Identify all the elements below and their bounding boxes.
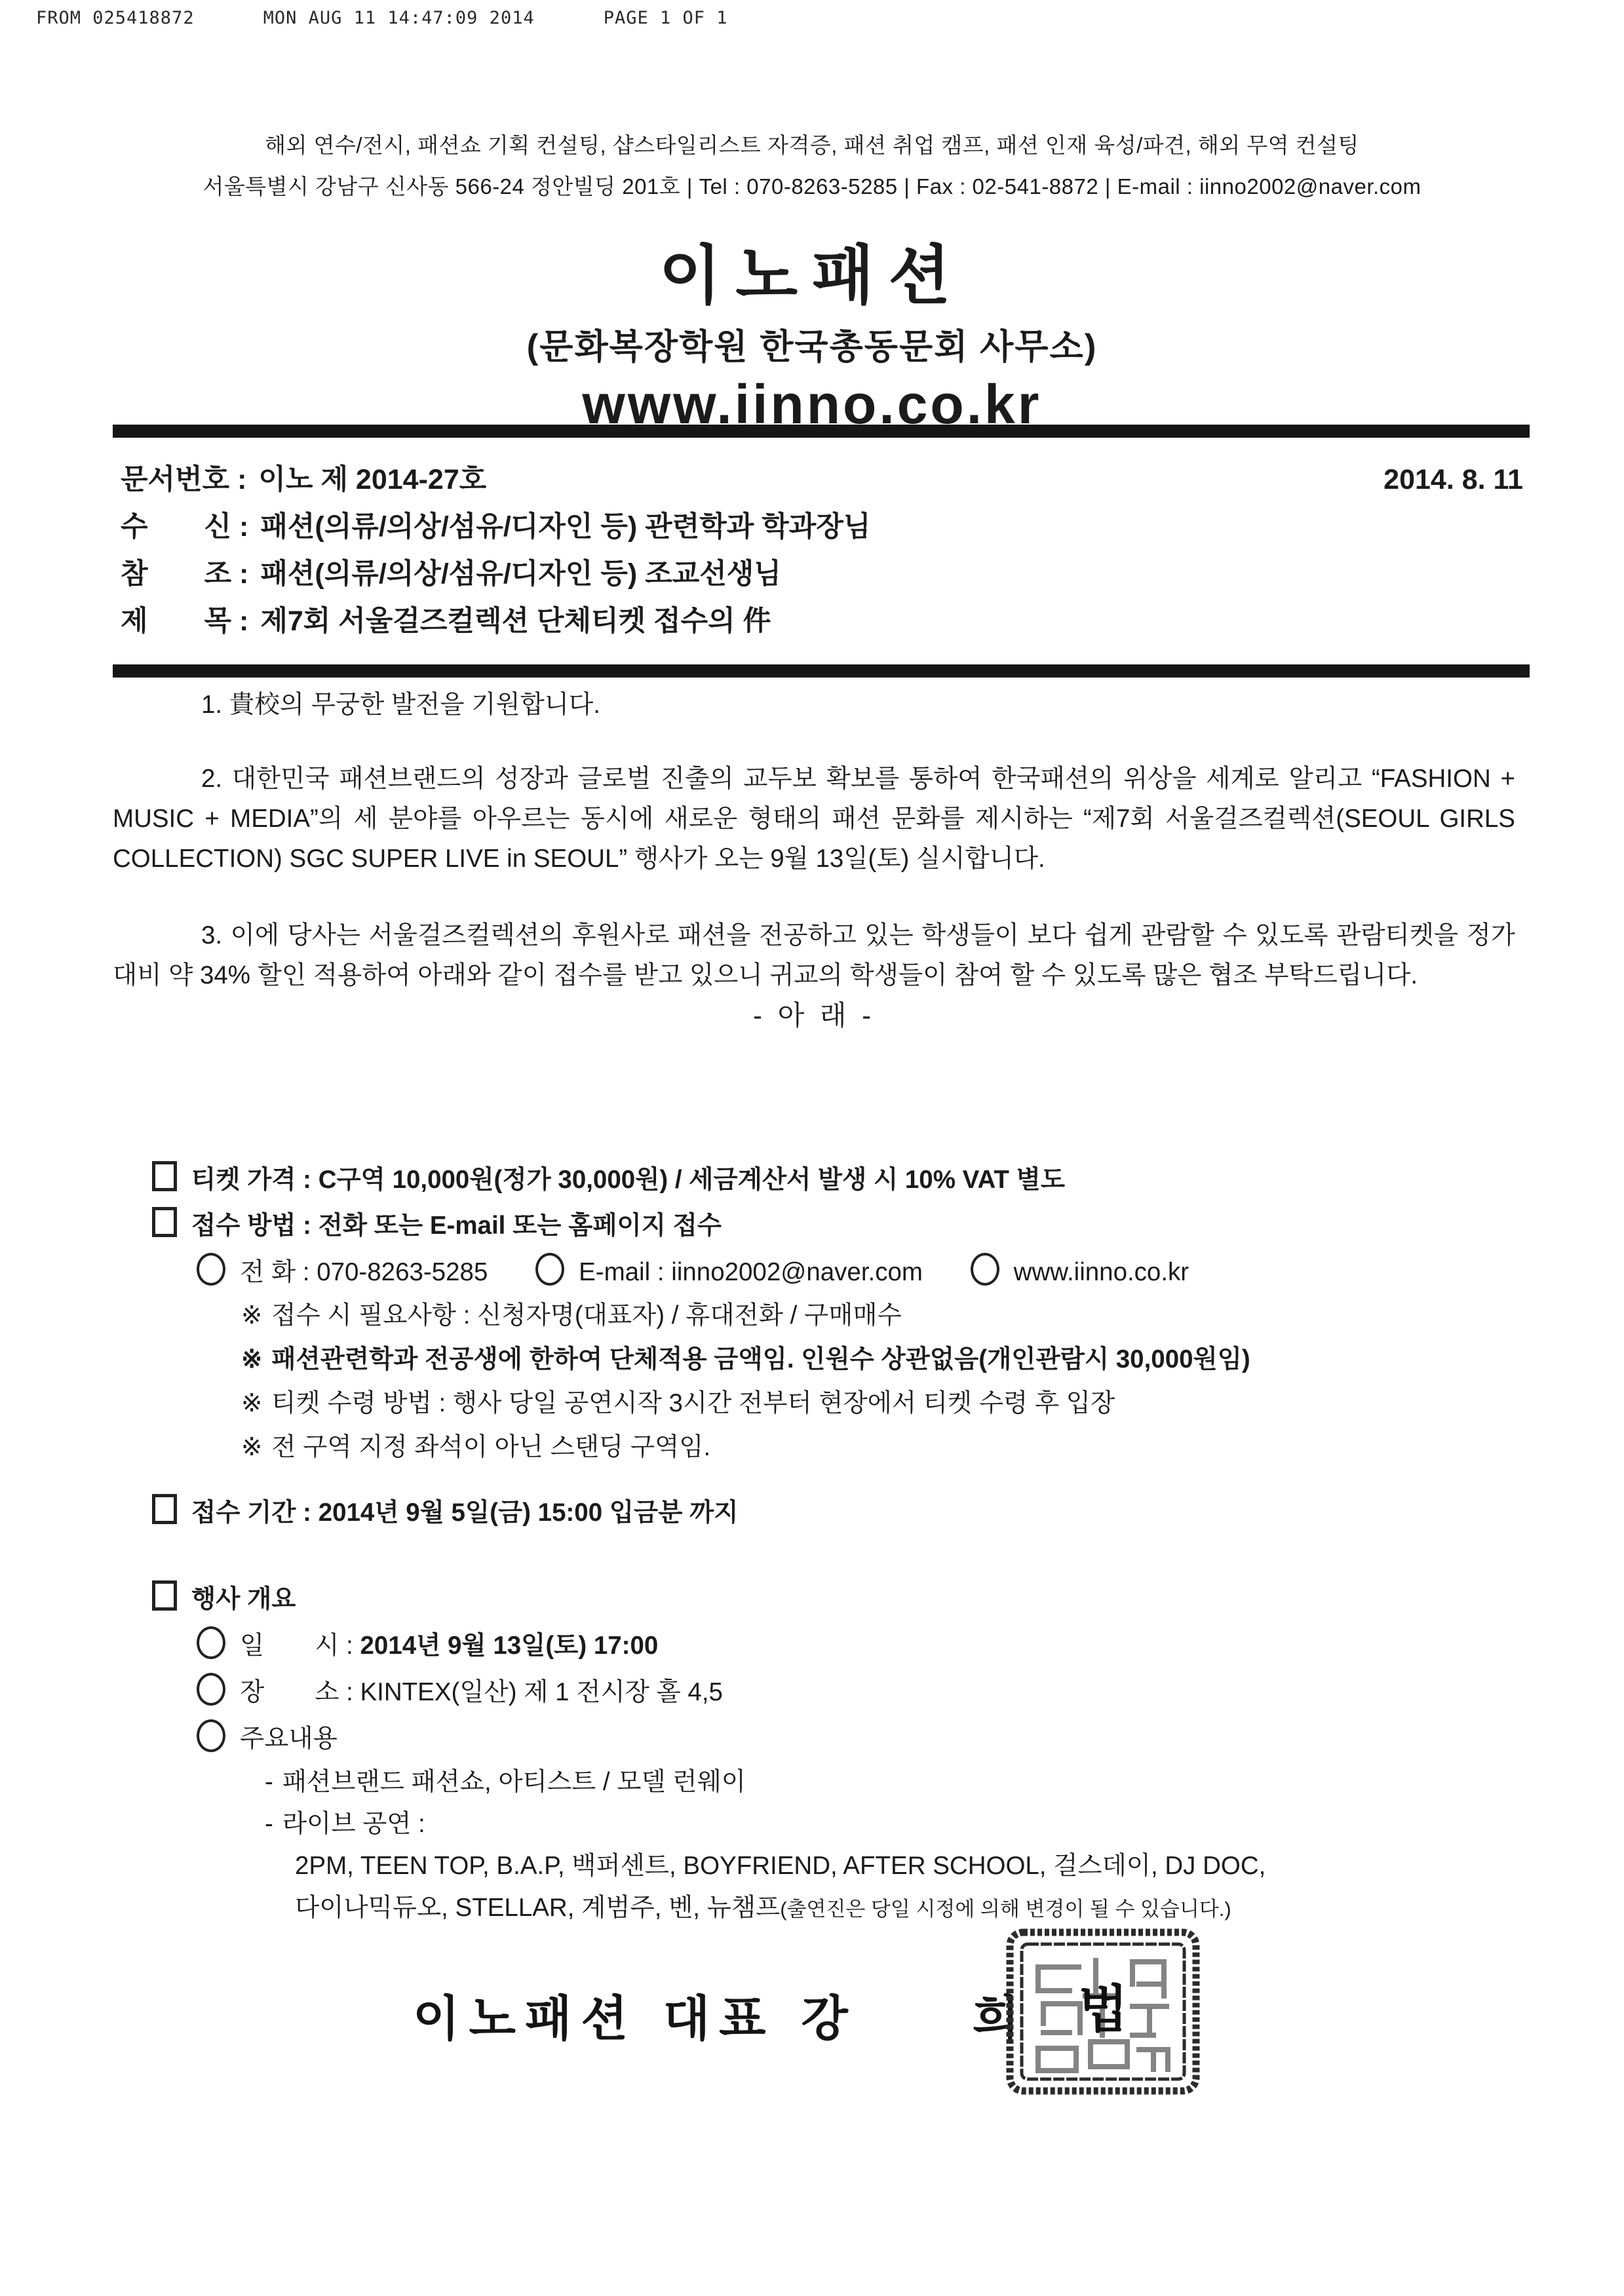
letterhead-address: 서울특별시 강남구 신사동 566-24 정안빌딩 201호 | Tel : 070-8263-5285 | Fax : 02-541-8872 | E-mail : iinno2002@naver.com xyxy=(203,174,1421,199)
fax-datetime: MON AUG 11 14:47:09 2014 xyxy=(263,8,535,28)
contact-phone-value: 070-8263-5285 xyxy=(317,1258,488,1286)
letter-body xyxy=(113,659,1515,1035)
fax-transmission-header xyxy=(36,8,728,28)
seal-center-character: 법 xyxy=(1078,1980,1128,2038)
ticket-price-line xyxy=(113,1161,1528,1196)
event-venue-value: KINTEX(일산) 제 1 전시장 홀 4,5 xyxy=(360,1678,723,1706)
reference-mark-icon: ※ xyxy=(241,1389,263,1417)
doc-subject-row xyxy=(121,598,1523,645)
note-text: 전 구역 지정 좌석이 아닌 스탠딩 구역임. xyxy=(271,1433,711,1461)
contact-phone xyxy=(197,1258,488,1286)
circle-icon xyxy=(971,1253,999,1286)
contact-email-label: E-mail : xyxy=(579,1258,665,1286)
checkbox-icon xyxy=(152,1494,177,1524)
doc-date: 2014. 8. 11 xyxy=(1383,464,1523,495)
event-datetime-value: 2014년 9월 13일(토) 17:00 xyxy=(360,1632,659,1660)
paragraph-event-intro: 2. 대한민국 패션브랜드의 성장과 글로벌 진출의 교두보 확보를 통하여 한국패션의 위상을 세계로 알리고 “FASHION + MUSIC + MEDIA”의 세 분야를 아우르는 동시에 새로운 형태의 패션 문화를 제시하는 “제7회 서울걸즈컬렉션(SEOUL GIRLS COLLECTION) SGC SUPER LIVE in SEOUL” 행사가 오는 9월 13일(토) 실시합니다. xyxy=(113,765,1515,873)
event-content-runway xyxy=(113,1766,1528,1799)
doc-recipient-row xyxy=(121,503,1523,550)
content-text: 라이브 공연 : xyxy=(282,1810,425,1838)
company-name: 이노패션 xyxy=(659,239,965,311)
reference-mark-icon: ※ xyxy=(241,1433,263,1461)
application-period-line xyxy=(113,1494,1528,1529)
circle-icon xyxy=(197,1626,225,1659)
company-subtitle: (문화복장학원 한국총동문회 사무소) xyxy=(526,328,1098,366)
fax-from: FROM 025418872 xyxy=(36,8,195,28)
doc-number-label: 문서번호 : xyxy=(121,464,247,495)
application-period-value: 2014년 9월 5일(금) 15:00 입금분 까지 xyxy=(318,1499,739,1527)
note-text: 패션관련학과 전공생에 한하여 단체적용 금액임. 인원수 상관없음(개인관람시 30,000원임) xyxy=(271,1345,1250,1373)
lineup-line-1: 2PM, TEEN TOP, B.A.P, 백퍼센트, BOYFRIEND, AFTER SCHOOL, 걸스데이, DJ DOC, xyxy=(295,1852,1266,1880)
below-divider: - 아 래 - xyxy=(752,1000,876,1031)
contact-phone-label: 전 화 : xyxy=(240,1258,310,1286)
cc-label: 참 조 : xyxy=(121,558,249,590)
signature-line: 이노패션 대표 강 희 xyxy=(413,1991,1029,2047)
event-venue-line xyxy=(113,1673,1528,1709)
application-period-label: 접수 기간 : xyxy=(191,1499,311,1527)
event-contents-label: 주요내용 xyxy=(240,1725,338,1753)
company-website: www.iinno.co.kr xyxy=(582,373,1042,435)
circle-icon xyxy=(535,1253,564,1286)
content-text: 패션브랜드 패션쇼, 아티스트 / 모델 런웨이 xyxy=(282,1768,746,1796)
note-group-price xyxy=(113,1343,1528,1376)
doc-number xyxy=(121,456,486,503)
ticket-price-value: C구역 10,000원(정가 30,000원) / 세금계산서 발생 시 10% VAT 별도 xyxy=(318,1166,1066,1194)
application-method-label: 접수 방법 : xyxy=(191,1212,311,1240)
doc-cc-row xyxy=(121,550,1523,598)
dash-icon: - xyxy=(265,1810,273,1838)
event-overview-label: 행사 개요 xyxy=(191,1585,296,1613)
doc-number-row xyxy=(121,456,1523,503)
reference-mark-icon: ※ xyxy=(241,1345,263,1373)
circle-icon xyxy=(197,1719,225,1752)
note-ticket-pickup xyxy=(113,1387,1528,1420)
event-contents-header xyxy=(113,1719,1528,1755)
ticket-price-label: 티켓 가격 : xyxy=(191,1166,311,1194)
recipient-label: 수 신 : xyxy=(121,511,249,543)
subject-label: 제 목 : xyxy=(121,605,249,637)
contact-website xyxy=(971,1258,1189,1286)
application-method-value: 전화 또는 E-mail 또는 홈페이지 접수 xyxy=(318,1212,722,1240)
lineup-note: (출연진은 당일 시정에 의해 변경이 될 수 있습니다.) xyxy=(780,1898,1231,1921)
reference-mark-icon: ※ xyxy=(241,1301,263,1330)
document-info-block xyxy=(113,425,1530,678)
paragraph-greeting: 1. 貴校의 무궁한 발전을 기원합니다. xyxy=(201,691,600,719)
circle-icon xyxy=(197,1253,225,1286)
note-standing-area xyxy=(113,1431,1528,1464)
recipient-value: 패션(의류/의상/섬유/디자인 등) 관련학과 학과장님 xyxy=(260,511,871,543)
checkbox-icon xyxy=(152,1580,177,1611)
note-text: 티켓 수령 방법 : 행사 당일 공연시작 3시간 전부터 현장에서 티켓 수령 후 입장 xyxy=(271,1389,1115,1417)
event-content-live xyxy=(113,1808,1528,1841)
note-text: 접수 시 필요사항 : 신청자명(대표자) / 휴대전화 / 구매매수 xyxy=(271,1301,902,1330)
event-datetime-label: 일 시 : xyxy=(240,1632,353,1660)
letterhead-services: 해외 연수/전시, 패션쇼 기획 컨설팅, 샵스타일리스트 자격증, 패션 취업 캠프, 패션 인재 육성/파견, 해외 무역 컨설팅 xyxy=(265,133,1359,157)
details-list xyxy=(113,1161,1528,1935)
cc-value: 패션(의류/의상/섬유/디자인 등) 조교선생님 xyxy=(260,558,781,590)
contact-line xyxy=(113,1253,1528,1289)
event-overview-header xyxy=(113,1580,1528,1616)
doc-number-value: 이노 제 2014-27호 xyxy=(258,464,487,495)
letterhead xyxy=(0,128,1624,436)
contact-email xyxy=(535,1258,923,1286)
application-method-line xyxy=(113,1207,1528,1242)
company-seal-stamp xyxy=(1004,1926,1202,2097)
event-venue-label: 장 소 : xyxy=(240,1678,353,1706)
checkbox-icon xyxy=(152,1207,177,1237)
lineup-line-2 xyxy=(113,1892,1528,1926)
fax-page-count: PAGE 1 OF 1 xyxy=(603,8,728,28)
lineup-names: 다이나믹듀오, STELLAR, 계범주, 벤, 뉴챔프 xyxy=(295,1894,781,1922)
event-datetime-line xyxy=(113,1626,1528,1662)
paragraph-discount-offer: 3. 이에 당사는 서울걸즈컬렉션의 후원사로 패션을 전공하고 있는 학생들이 보다 쉽게 관람할 수 있도록 관람티켓을 정가대비 약 34% 할인 적용하여 아래와 같이 접수를 받고 있으니 귀교의 학생들이 참여 할 수 있도록 많은 협조 부탁드립니다. xyxy=(113,921,1515,989)
circle-icon xyxy=(197,1673,225,1706)
dash-icon: - xyxy=(265,1768,273,1796)
contact-website-value: www.iinno.co.kr xyxy=(1013,1258,1189,1286)
contact-email-value: iinno2002@naver.com xyxy=(671,1258,923,1286)
note-required-info xyxy=(113,1299,1528,1332)
checkbox-icon xyxy=(152,1161,177,1191)
subject-value: 제7회 서울걸즈컬렉션 단체티켓 접수의 件 xyxy=(260,605,771,637)
